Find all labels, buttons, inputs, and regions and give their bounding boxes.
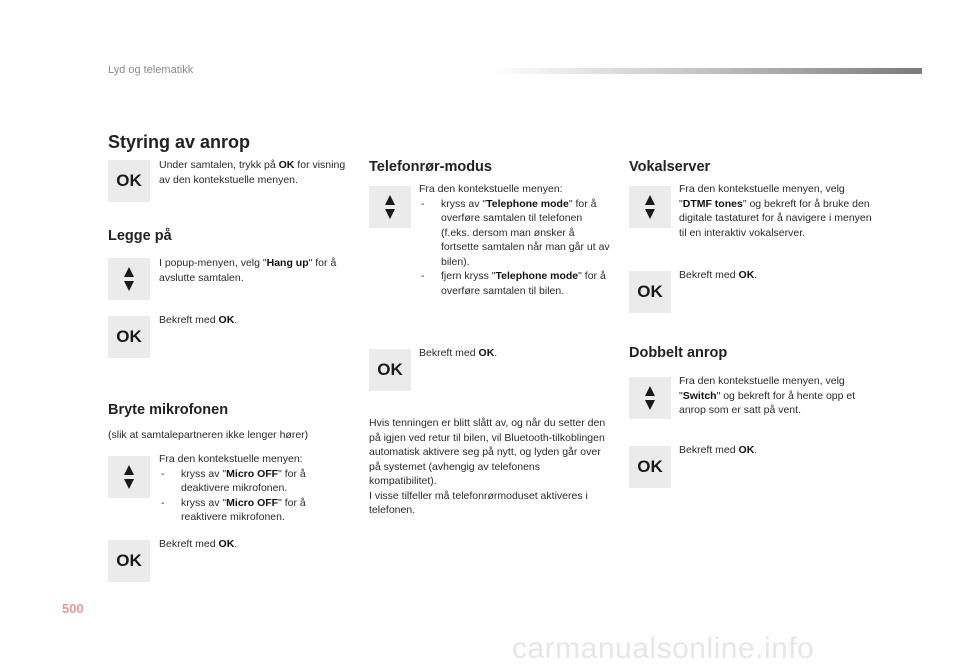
list-item: - kryss av "Telephone mode" for å overføre samtalen til telefonen (f.eks. dersom man ønsker å fortsette samtalen når man går ut av bilen). [419, 197, 611, 270]
ok-button-icon: OK [108, 316, 150, 358]
list-item: - fjern kryss "Telephone mode" for å overføre samtalen til bilen. [419, 269, 611, 298]
ok-button-icon: OK [369, 349, 411, 391]
arrow-down-icon [124, 281, 134, 291]
arrow-up-icon [385, 195, 395, 205]
arrow-up-icon [645, 195, 655, 205]
up-down-arrows-icon [369, 186, 411, 228]
up-down-arrows-icon [629, 377, 671, 419]
list-item: - kryss av "Micro OFF" for å deaktivere mikrofonen. [159, 467, 349, 496]
heading-bryte-mikrofonen: Bryte mikrofonen [108, 402, 229, 418]
telefonror-steps: Fra den kontekstuelle menyen: - kryss av "Telephone mode" for å overføre samtalen til telefonen (f.eks. dersom man ønsker å fortsette samtalen når man går ut av bilen). - fjern kryss "Telephone mode" for å overføre samtalen til bilen. [419, 182, 611, 298]
heading-dobbelt-anrop: Dobbelt anrop [629, 345, 728, 361]
dobbelt-step: Fra den kontekstuelle menyen, velg "Switch" og bekreft for å hente opp et anrop som er satt på vent. [679, 375, 856, 416]
page-title: Styring av anrop [108, 132, 251, 152]
arrow-up-icon [124, 267, 134, 277]
ok-button-icon: OK [629, 446, 671, 488]
vokalserver-confirm: Bekreft med OK. [679, 269, 758, 281]
telefonror-confirm: Bekreft med OK. [419, 347, 498, 359]
arrow-down-icon [385, 209, 395, 219]
ok-button-icon: OK [108, 160, 150, 202]
vokalserver-step: Fra den kontekstuelle menyen, velg "DTMF tones" og bekreft for å bruke den digitale tastaturet for å navigere i menyen til en interaktiv vokalserver. [679, 183, 872, 239]
list-item: - kryss av "Micro OFF" for å reaktivere mikrofonen. [159, 496, 349, 525]
watermark: carmanualsonline.info [512, 632, 815, 665]
page-number: 500 [62, 601, 84, 616]
bryte-steps: Fra den kontekstuelle menyen: - kryss av "Micro OFF" for å deaktivere mikrofonen. - kryss av "Micro OFF" for å reaktivere mikrofonen. [159, 452, 349, 525]
legge-pa-confirm: Bekreft med OK. [159, 314, 238, 326]
arrow-up-icon [645, 386, 655, 396]
telefonror-info: Hvis tenningen er blitt slått av, og når du setter den på igjen ved retur til bilen, vil Bluetooth-tilkoblingen automatisk aktivere seg på nytt, og lyden går over på systemet (avhengig av telefonens kompatibilitet). I visse tilfeller må telefonrørmoduset aktiveres i telefonen. [369, 417, 606, 516]
arrow-down-icon [645, 400, 655, 410]
arrow-up-icon [124, 465, 134, 475]
section-label: Lyd og telematikk [108, 64, 194, 76]
up-down-arrows-icon [629, 186, 671, 228]
up-down-arrows-icon [108, 258, 150, 300]
bryte-note: (slik at samtalepartneren ikke lenger hører) [108, 429, 309, 441]
legge-pa-step: I popup-menyen, velg "Hang up" for å avslutte samtalen. [159, 257, 337, 284]
arrow-down-icon [645, 209, 655, 219]
up-down-arrows-icon [108, 456, 150, 498]
bryte-confirm: Bekreft med OK. [159, 538, 238, 550]
ok-button-icon: OK [629, 271, 671, 313]
ok-button-icon: OK [108, 540, 150, 582]
arrow-down-icon [124, 479, 134, 489]
heading-vokalserver: Vokalserver [629, 159, 711, 175]
heading-legge-pa: Legge på [108, 228, 172, 244]
dobbelt-confirm: Bekreft med OK. [679, 444, 758, 456]
header-bar [490, 68, 922, 74]
intro-text: Under samtalen, trykk på OK for visning av den kontekstuelle menyen. [159, 159, 346, 186]
heading-telefonror-modus: Telefonrør-modus [369, 159, 492, 175]
